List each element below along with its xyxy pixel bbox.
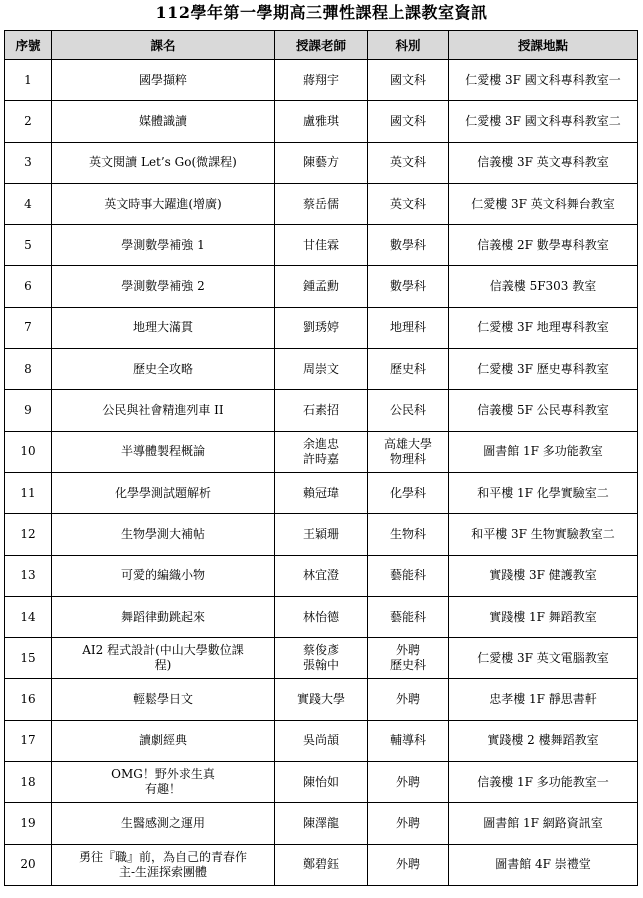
- table-row: [5, 803, 638, 844]
- cell-dept: [368, 514, 449, 555]
- cell-course-text: 英文時事大躍進(增廣): [104, 196, 222, 211]
- cell-location-text: 和平樓 1F 化學實驗室二: [477, 485, 609, 500]
- cell-no: [5, 472, 52, 513]
- cell-no-text: 4: [24, 196, 32, 211]
- cell-no: [5, 307, 52, 348]
- cell-no-text: 16: [20, 692, 36, 707]
- page-title: 112學年第一學期高三彈性課程上課教室資訊: [155, 3, 488, 22]
- cell-no-text: 18: [20, 774, 36, 789]
- cell-course-text: 化學學測試題解析: [114, 485, 211, 500]
- cell-dept-text: 英文科: [389, 155, 426, 170]
- cell-no: [5, 803, 52, 844]
- cell-location: [449, 390, 638, 431]
- cell-location: [449, 431, 638, 472]
- cell-dept: [368, 844, 449, 885]
- cell-dept-text: 英文科: [389, 196, 426, 211]
- table-row: [5, 60, 638, 101]
- cell-teacher-text: 許時嘉: [302, 451, 339, 466]
- cell-dept-text: 物理科: [389, 451, 426, 466]
- cell-dept: [368, 266, 449, 307]
- cell-teacher: [275, 638, 368, 679]
- cell-dept: [368, 679, 449, 720]
- cell-location: [449, 225, 638, 266]
- cell-course: [52, 225, 275, 266]
- cell-no-text: 9: [24, 403, 32, 418]
- cell-teacher-text: 張翰中: [302, 658, 339, 673]
- cell-location-text: 信義樓 1F 多功能教室一: [477, 774, 609, 789]
- cell-no: [5, 596, 52, 637]
- cell-location-text: 仁愛樓 3F 國文科專科教室二: [465, 113, 621, 128]
- cell-dept: [368, 720, 449, 761]
- table-row: [5, 183, 638, 224]
- cell-course-text: 有趣！: [144, 782, 181, 797]
- cell-no-text: 3: [24, 155, 32, 170]
- cell-teacher: [275, 514, 368, 555]
- header-teacher: 授課老師: [275, 31, 368, 60]
- cell-teacher-text: 陳澤龍: [302, 815, 339, 830]
- cell-location: [449, 60, 638, 101]
- cell-teacher-text: 盧雅琪: [302, 113, 339, 128]
- cell-location-text: 實踐樓 3F 健護教室: [489, 568, 597, 583]
- cell-no: [5, 514, 52, 555]
- cell-teacher: [275, 60, 368, 101]
- cell-no-text: 7: [24, 320, 32, 335]
- cell-teacher: [275, 720, 368, 761]
- cell-teacher-text: 王穎珊: [302, 526, 339, 541]
- cell-course-text: 英文閱讀 Let’s Go(微課程): [89, 155, 237, 170]
- cell-dept-text: 藝能科: [389, 568, 426, 583]
- cell-course: [52, 60, 275, 101]
- cell-dept: [368, 555, 449, 596]
- cell-no-text: 15: [20, 650, 36, 665]
- table-row: [5, 679, 638, 720]
- cell-dept: [368, 349, 449, 390]
- cell-course: [52, 762, 275, 803]
- cell-dept-text: 國文科: [389, 72, 426, 87]
- cell-course: [52, 844, 275, 885]
- cell-no: [5, 183, 52, 224]
- cell-teacher: [275, 762, 368, 803]
- table-row: [5, 762, 638, 803]
- cell-no-text: 20: [20, 857, 36, 872]
- cell-course-text: 讀劇經典: [138, 733, 187, 748]
- cell-teacher: [275, 390, 368, 431]
- cell-location-text: 仁愛樓 3F 地理專科教室: [477, 320, 609, 335]
- cell-location-text: 實踐樓 2 樓舞蹈教室: [487, 733, 599, 748]
- cell-course: [52, 266, 275, 307]
- cell-location-text: 仁愛樓 3F 英文電腦教室: [477, 650, 609, 665]
- cell-no: [5, 225, 52, 266]
- cell-course: [52, 596, 275, 637]
- cell-dept-text: 國文科: [389, 113, 426, 128]
- cell-location-text: 仁愛樓 3F 國文科專科教室一: [465, 72, 621, 87]
- cell-dept: [368, 225, 449, 266]
- cell-teacher-text: 賴冠瑋: [302, 485, 339, 500]
- cell-dept: [368, 60, 449, 101]
- cell-dept-text: 輔導科: [389, 733, 426, 748]
- cell-dept: [368, 142, 449, 183]
- cell-course-text: 主-生涯探索團體: [118, 864, 208, 879]
- cell-teacher-text: 實踐大學: [296, 692, 345, 707]
- cell-teacher-text: 余進忠: [302, 436, 339, 451]
- header-location: 授課地點: [449, 31, 638, 60]
- cell-teacher-text: 林怡德: [302, 609, 339, 624]
- table-row: [5, 307, 638, 348]
- cell-course: [52, 472, 275, 513]
- cell-teacher-text: 陳怡如: [302, 774, 339, 789]
- cell-location: [449, 638, 638, 679]
- cell-location: [449, 803, 638, 844]
- table-row: [5, 390, 638, 431]
- cell-course: [52, 142, 275, 183]
- cell-no: [5, 679, 52, 720]
- table-row: [5, 225, 638, 266]
- table-row: [5, 514, 638, 555]
- cell-location: [449, 183, 638, 224]
- cell-teacher: [275, 101, 368, 142]
- cell-teacher: [275, 596, 368, 637]
- cell-dept-text: 地理科: [389, 320, 426, 335]
- cell-location: [449, 472, 638, 513]
- cell-course: [52, 720, 275, 761]
- cell-teacher: [275, 266, 368, 307]
- cell-course-text: 歷史全攻略: [132, 361, 193, 376]
- cell-location-text: 信義樓 5F 公民專科教室: [477, 403, 609, 418]
- cell-course: [52, 307, 275, 348]
- cell-teacher-text: 蔡岳儒: [302, 196, 339, 211]
- cell-course-text: 國學擷粹: [138, 72, 187, 87]
- cell-location-text: 信義樓 3F 英文專科教室: [477, 155, 609, 170]
- cell-dept-text: 藝能科: [389, 609, 426, 624]
- cell-teacher-text: 吳尚頡: [302, 733, 339, 748]
- cell-location: [449, 101, 638, 142]
- cell-dept-text: 外聘: [395, 815, 420, 830]
- cell-dept: [368, 101, 449, 142]
- cell-teacher: [275, 349, 368, 390]
- cell-dept-text: 歷史科: [389, 658, 426, 673]
- cell-course-text: 舞蹈律動跳起來: [120, 609, 205, 624]
- cell-teacher: [275, 472, 368, 513]
- cell-location: [449, 762, 638, 803]
- cell-teacher: [275, 431, 368, 472]
- cell-teacher: [275, 307, 368, 348]
- cell-location-text: 信義樓 5F303 教室: [489, 279, 597, 294]
- cell-no-text: 12: [20, 526, 36, 541]
- cell-location-text: 圖書館 4F 崇禮堂: [495, 857, 591, 872]
- cell-course: [52, 803, 275, 844]
- cell-course-text: 半導體製程概論: [120, 444, 205, 459]
- table-row: [5, 101, 638, 142]
- cell-no: [5, 266, 52, 307]
- cell-location-text: 圖書館 1F 多功能教室: [483, 444, 603, 459]
- cell-course-text: 生醫感測之運用: [120, 815, 205, 830]
- cell-location-text: 信義樓 2F 數學專科教室: [477, 237, 609, 252]
- cell-dept-text: 外聘: [395, 857, 420, 872]
- cell-teacher: [275, 803, 368, 844]
- cell-location: [449, 720, 638, 761]
- cell-teacher-text: 陳藝方: [302, 155, 339, 170]
- cell-course-text: 學測數學補強 2: [121, 279, 205, 294]
- cell-location: [449, 596, 638, 637]
- cell-no-text: 2: [24, 113, 32, 128]
- cell-teacher-text: 林宜澄: [302, 568, 339, 583]
- cell-no: [5, 60, 52, 101]
- cell-course-text: 媒體識讀: [138, 113, 187, 128]
- cell-no-text: 13: [20, 568, 36, 583]
- cell-no: [5, 349, 52, 390]
- cell-location: [449, 307, 638, 348]
- cell-location-text: 仁愛樓 3F 歷史專科教室: [477, 361, 609, 376]
- cell-no-text: 8: [24, 361, 32, 376]
- cell-teacher: [275, 844, 368, 885]
- cell-teacher: [275, 555, 368, 596]
- cell-teacher: [275, 142, 368, 183]
- cell-course: [52, 390, 275, 431]
- cell-course-text: OMG！野外求生真: [111, 767, 215, 782]
- cell-teacher-text: 鄭碧鈺: [302, 857, 339, 872]
- cell-location: [449, 844, 638, 885]
- cell-location-text: 和平樓 3F 生物實驗教室二: [471, 526, 615, 541]
- cell-dept: [368, 762, 449, 803]
- cell-no-text: 6: [24, 279, 32, 294]
- table-row: [5, 720, 638, 761]
- cell-course: [52, 349, 275, 390]
- cell-course-text: 公民與社會精進列車 II: [102, 403, 224, 418]
- cell-dept-text: 生物科: [389, 526, 426, 541]
- cell-no-text: 1: [24, 72, 32, 87]
- cell-teacher-text: 周崇文: [302, 361, 339, 376]
- cell-no-text: 17: [20, 733, 36, 748]
- cell-dept: [368, 803, 449, 844]
- cell-no-text: 5: [24, 237, 32, 252]
- cell-location: [449, 555, 638, 596]
- table-row: [5, 638, 638, 679]
- cell-no: [5, 555, 52, 596]
- header-dept: 科別: [368, 31, 449, 60]
- table-header-row: [5, 31, 638, 60]
- cell-location: [449, 266, 638, 307]
- cell-course: [52, 555, 275, 596]
- table-body: [5, 60, 638, 886]
- cell-course-text: 輕鬆學日文: [132, 692, 193, 707]
- cell-dept: [368, 183, 449, 224]
- cell-course-text: 生物學測大補帖: [120, 526, 205, 541]
- cell-dept-text: 外聘: [395, 774, 420, 789]
- cell-course: [52, 183, 275, 224]
- cell-course-text: 地理大滿貫: [132, 320, 193, 335]
- cell-dept-text: 外聘: [395, 692, 420, 707]
- cell-no-text: 14: [20, 609, 36, 624]
- cell-dept: [368, 390, 449, 431]
- cell-dept: [368, 472, 449, 513]
- cell-course: [52, 514, 275, 555]
- cell-course-text: 學測數學補強 1: [121, 237, 205, 252]
- table-row: [5, 349, 638, 390]
- table-row: [5, 555, 638, 596]
- cell-course-text: 勇往『職』前，為自己的青春作: [78, 849, 247, 864]
- cell-course-text: AI2 程式設計(中山大學數位課: [82, 643, 244, 658]
- cell-no-text: 11: [20, 485, 36, 500]
- cell-no: [5, 390, 52, 431]
- classroom-table: [4, 30, 638, 886]
- cell-no: [5, 720, 52, 761]
- header-course: 課名: [52, 31, 275, 60]
- cell-teacher-text: 鍾孟勳: [302, 279, 339, 294]
- cell-dept: [368, 431, 449, 472]
- cell-location-text: 仁愛樓 3F 英文科舞台教室: [471, 196, 615, 211]
- table-row: [5, 844, 638, 885]
- cell-dept-text: 化學科: [389, 485, 426, 500]
- cell-teacher-text: 蔡俊彥: [302, 643, 339, 658]
- table-row: [5, 142, 638, 183]
- cell-no: [5, 844, 52, 885]
- cell-dept: [368, 307, 449, 348]
- cell-course: [52, 101, 275, 142]
- table-row: [5, 596, 638, 637]
- cell-no-text: 10: [20, 444, 36, 459]
- cell-dept: [368, 596, 449, 637]
- cell-dept-text: 歷史科: [389, 361, 426, 376]
- cell-teacher-text: 蔣翔宇: [302, 72, 339, 87]
- table-row: [5, 472, 638, 513]
- table-row: [5, 431, 638, 472]
- cell-teacher-text: 石素招: [302, 403, 339, 418]
- cell-no: [5, 431, 52, 472]
- cell-teacher-text: 劉琇婷: [302, 320, 339, 335]
- cell-no: [5, 638, 52, 679]
- cell-location-text: 忠孝樓 1F 靜思書軒: [489, 692, 597, 707]
- cell-course: [52, 638, 275, 679]
- header-no: 序號: [5, 31, 52, 60]
- cell-course-text: 可愛的編織小物: [120, 568, 205, 583]
- cell-no: [5, 101, 52, 142]
- cell-location: [449, 349, 638, 390]
- cell-no: [5, 142, 52, 183]
- cell-location-text: 實踐樓 1F 舞蹈教室: [489, 609, 597, 624]
- cell-dept-text: 高雄大學: [383, 436, 432, 451]
- cell-location: [449, 142, 638, 183]
- cell-teacher-text: 甘佳霖: [302, 237, 339, 252]
- cell-course: [52, 431, 275, 472]
- cell-location: [449, 679, 638, 720]
- cell-no-text: 19: [20, 815, 36, 830]
- cell-course-text: 程): [154, 658, 172, 673]
- table-row: [5, 266, 638, 307]
- cell-teacher: [275, 679, 368, 720]
- cell-course: [52, 679, 275, 720]
- cell-teacher: [275, 183, 368, 224]
- cell-location: [449, 514, 638, 555]
- cell-location-text: 圖書館 1F 網路資訊室: [483, 815, 603, 830]
- cell-no: [5, 762, 52, 803]
- cell-dept-text: 數學科: [389, 237, 426, 252]
- cell-dept-text: 外聘: [395, 643, 420, 658]
- cell-teacher: [275, 225, 368, 266]
- cell-dept-text: 公民科: [389, 403, 426, 418]
- cell-dept-text: 數學科: [389, 279, 426, 294]
- cell-dept: [368, 638, 449, 679]
